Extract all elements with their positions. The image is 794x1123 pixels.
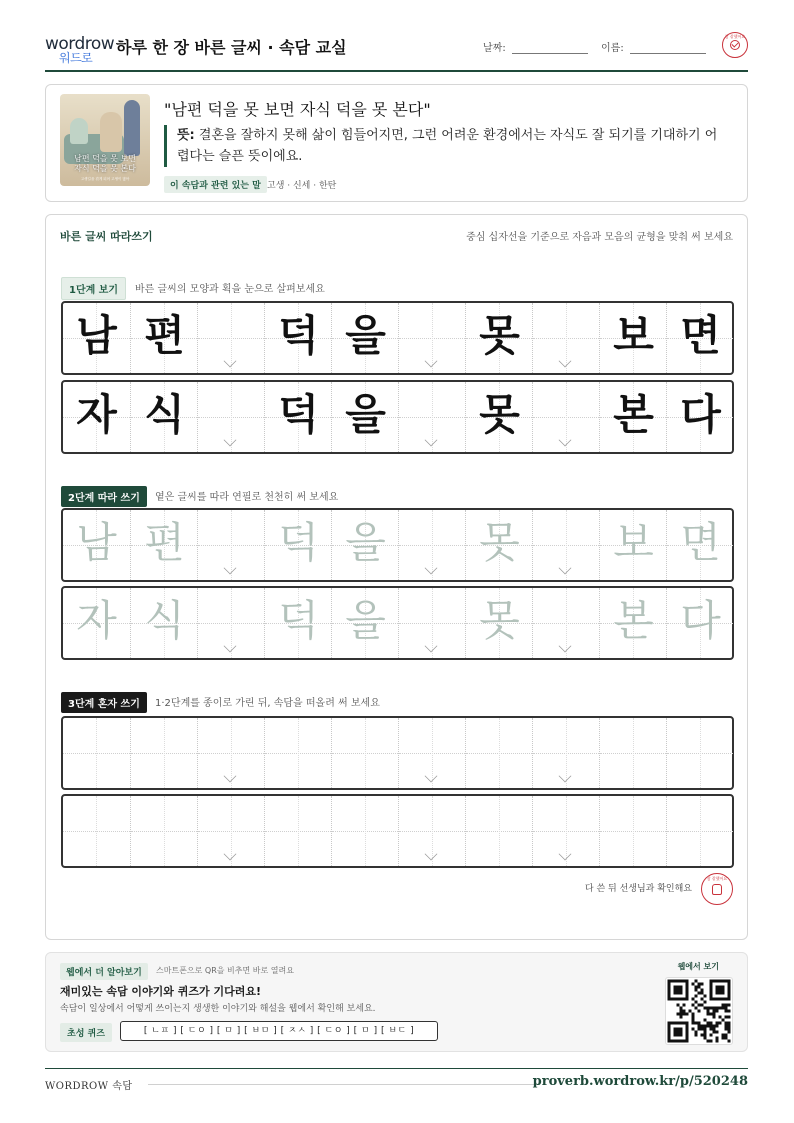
- writing-cell: [331, 303, 398, 373]
- qr-module: [701, 1034, 704, 1037]
- practice-hint: 중심 십자선을 기준으로 자음과 모음의 균형을 맞춰 써 보세요: [466, 232, 733, 243]
- qr-module: [698, 1010, 701, 1013]
- step-3-row-2[interactable]: [61, 794, 734, 868]
- qr-module: [680, 1010, 683, 1013]
- web-desc: 속담이 일상에서 어떻게 쓰이는지 생생한 이야기와 해설을 웹에서 확인해 보세요.: [60, 1004, 376, 1014]
- qr-module: [701, 1028, 704, 1031]
- qr-module: [704, 1028, 707, 1031]
- qr-module: [692, 1019, 695, 1022]
- guide-line-vertical: [96, 718, 97, 788]
- qr-module: [677, 1013, 680, 1016]
- child-figure: [70, 118, 88, 144]
- date-input-line[interactable]: [512, 53, 588, 54]
- qr-module: [716, 1022, 719, 1025]
- spacing-chevron-icon: [425, 355, 438, 368]
- web-hint: 스마트폰으로 QR을 비추면 바로 열려요: [156, 966, 294, 975]
- web-title: 재미있는 속담 이야기와 퀴즈가 기다려요!: [60, 985, 261, 998]
- qr-module: [716, 1010, 719, 1013]
- qr-module: [683, 1013, 686, 1016]
- qr-module: [722, 1034, 725, 1037]
- qr-module: [701, 998, 704, 1001]
- web-info-box: [45, 952, 748, 1052]
- qr-module: [701, 989, 704, 992]
- writing-cell[interactable]: [599, 588, 666, 658]
- guide-line-vertical: [96, 796, 97, 866]
- spacing-chevron-icon: [559, 562, 572, 575]
- step-3-row-1[interactable]: [61, 716, 734, 790]
- writing-cell[interactable]: [130, 510, 197, 580]
- guide-line-vertical: [365, 796, 366, 866]
- writing-cell[interactable]: [532, 718, 599, 788]
- writing-cell[interactable]: [599, 796, 666, 866]
- qr-module: [692, 1013, 695, 1016]
- writing-cell[interactable]: [264, 588, 331, 658]
- qr-module: [719, 1016, 722, 1019]
- writing-cell[interactable]: [197, 796, 264, 866]
- related-words: 고생 · 신세 · 한탄: [267, 181, 337, 191]
- qr-module: [698, 986, 701, 989]
- qr-module: [713, 1010, 716, 1013]
- father-figure: [124, 100, 140, 156]
- qr-finder: [674, 986, 683, 995]
- practice-character: 편: [144, 311, 185, 360]
- writing-cell[interactable]: [599, 510, 666, 580]
- qr-module: [704, 1025, 707, 1028]
- qr-module: [719, 1022, 722, 1025]
- writing-cell: [398, 382, 465, 452]
- qr-module: [695, 1022, 698, 1025]
- practice-character: 남: [76, 311, 117, 360]
- qr-module: [695, 1031, 698, 1034]
- meaning-text: 결혼을 잘하지 못해 삶이 힘들어지면, 그런 어려운 환경에서는 자식도 잘 되기를 기대하기 어렵다는 슬픈 뜻이에요.: [177, 128, 718, 164]
- qr-module: [728, 1040, 731, 1043]
- qr-module: [725, 1004, 728, 1007]
- qr-module: [725, 1034, 728, 1037]
- qr-finder: [716, 986, 725, 995]
- writing-cell: [197, 382, 264, 452]
- spacing-chevron-icon: [425, 562, 438, 575]
- step-1-badge: 1단계 보기: [61, 277, 126, 300]
- writing-cell[interactable]: [197, 588, 264, 658]
- qr-module: [698, 1022, 701, 1025]
- logo-sub-text: 워드로: [59, 51, 93, 65]
- qr-module: [698, 983, 701, 986]
- praise-stamp-icon: [701, 873, 733, 905]
- qr-module: [713, 1025, 716, 1028]
- qr-module: [680, 1007, 683, 1010]
- guide-line-vertical: [499, 796, 500, 866]
- qr-module: [707, 1025, 710, 1028]
- writing-cell[interactable]: [398, 718, 465, 788]
- qr-module: [728, 1031, 731, 1034]
- qr-module: [701, 1004, 704, 1007]
- writing-cell: [532, 303, 599, 373]
- qr-module: [713, 1028, 716, 1031]
- qr-module: [704, 995, 707, 998]
- check-note: 다 쓴 뒤 선생님과 확인해요: [584, 884, 692, 894]
- qr-module: [707, 1013, 710, 1016]
- footer-divider: [45, 1068, 748, 1069]
- qr-module: [725, 1025, 728, 1028]
- qr-module: [692, 998, 695, 1001]
- writing-cell[interactable]: [63, 588, 130, 658]
- date-label: 날짜:: [483, 43, 506, 54]
- step-1-row-2: [61, 380, 734, 454]
- writing-cell[interactable]: [532, 510, 599, 580]
- spacing-chevron-icon: [224, 434, 237, 447]
- qr-module: [710, 1007, 713, 1010]
- stamp-text: 참 잘했어요: [706, 876, 728, 881]
- practice-character: 다: [680, 390, 721, 439]
- step-1-row-1: [61, 301, 734, 375]
- spacing-chevron-icon: [224, 562, 237, 575]
- guide-line-vertical: [164, 796, 165, 866]
- writing-cell[interactable]: [666, 588, 733, 658]
- qr-module: [695, 980, 698, 983]
- guide-line-vertical: [633, 796, 634, 866]
- practice-character: 다: [680, 596, 721, 645]
- practice-character: 식: [144, 390, 185, 439]
- qr-module: [713, 1031, 716, 1034]
- writing-cell[interactable]: [465, 718, 532, 788]
- writing-cell[interactable]: [666, 510, 733, 580]
- writing-cell[interactable]: [63, 510, 130, 580]
- step-1-desc: 바른 글씨의 모양과 획을 눈으로 살펴보세요: [135, 284, 325, 295]
- footer-brand: WORDROW 속담: [45, 1081, 133, 1092]
- writing-cell: [398, 303, 465, 373]
- spacing-chevron-icon: [559, 355, 572, 368]
- qr-module: [725, 1037, 728, 1040]
- spacing-chevron-icon: [224, 770, 237, 783]
- qr-code-icon[interactable]: [665, 977, 733, 1045]
- qr-module: [707, 1040, 710, 1043]
- practice-character: 면: [680, 311, 721, 360]
- spacing-chevron-icon: [425, 640, 438, 653]
- step-2-row-1[interactable]: [61, 508, 734, 582]
- qr-module: [686, 1013, 689, 1016]
- qr-module: [713, 1013, 716, 1016]
- qr-module: [719, 1007, 722, 1010]
- qr-finder: [674, 1028, 683, 1037]
- spacing-chevron-icon: [559, 848, 572, 861]
- practice-character: 자: [76, 390, 117, 439]
- spacing-chevron-icon: [559, 434, 572, 447]
- qr-module: [704, 1034, 707, 1037]
- practice-character: 자: [76, 596, 117, 645]
- qr-module: [680, 1016, 683, 1019]
- practice-character: 못: [479, 596, 520, 645]
- qr-module: [728, 1022, 731, 1025]
- writing-cell[interactable]: [264, 796, 331, 866]
- writing-cell[interactable]: [331, 510, 398, 580]
- practice-character: 덕: [278, 596, 319, 645]
- writing-cell[interactable]: [465, 510, 532, 580]
- wordrow-logo: [45, 34, 115, 65]
- proverb-quote: "남편 덕을 못 보면 자식 덕을 못 본다": [164, 100, 431, 119]
- spacing-chevron-icon: [224, 640, 237, 653]
- writing-cell[interactable]: [532, 588, 599, 658]
- proverb-illustration: [60, 94, 150, 186]
- qr-module: [722, 1004, 725, 1007]
- qr-module: [710, 1013, 713, 1016]
- qr-module: [710, 1034, 713, 1037]
- meaning-label: 뜻:: [177, 128, 195, 143]
- qr-module: [725, 1028, 728, 1031]
- qr-module: [695, 1001, 698, 1004]
- writing-cell: [130, 303, 197, 373]
- qr-module: [692, 983, 695, 986]
- writing-cell: [197, 303, 264, 373]
- quiz-badge: 초성 퀴즈: [60, 1023, 112, 1042]
- writing-cell: [599, 303, 666, 373]
- qr-module: [677, 1004, 680, 1007]
- step-3-badge: 3단계 혼자 쓰기: [61, 692, 147, 713]
- qr-module: [692, 1022, 695, 1025]
- writing-cell: [465, 382, 532, 452]
- writing-cell[interactable]: [599, 718, 666, 788]
- guide-line-vertical: [700, 796, 701, 866]
- writing-cell: [63, 303, 130, 373]
- footer-url[interactable]: proverb.wordrow.kr/p/520248: [532, 1074, 748, 1089]
- qr-module: [695, 1007, 698, 1010]
- qr-module: [716, 1037, 719, 1040]
- writing-cell: [130, 382, 197, 452]
- qr-module: [692, 1016, 695, 1019]
- qr-module: [695, 986, 698, 989]
- practice-character: 을: [345, 518, 386, 567]
- qr-module: [728, 1028, 731, 1031]
- spacing-chevron-icon: [425, 770, 438, 783]
- writing-cell[interactable]: [197, 510, 264, 580]
- guide-line-vertical: [164, 718, 165, 788]
- practice-character: 식: [144, 596, 185, 645]
- qr-module: [707, 1022, 710, 1025]
- qr-module: [728, 1010, 731, 1013]
- illustration-text: [60, 154, 150, 174]
- writing-cell[interactable]: [331, 796, 398, 866]
- writing-cell[interactable]: [532, 796, 599, 866]
- writing-cell[interactable]: [666, 718, 733, 788]
- name-label: 이름:: [601, 43, 624, 54]
- qr-module: [722, 1037, 725, 1040]
- qr-module: [689, 1010, 692, 1013]
- web-badge: 웹에서 더 알아보기: [60, 963, 148, 980]
- writing-cell: [666, 303, 733, 373]
- qr-module: [704, 1007, 707, 1010]
- praise-seal-icon: [722, 32, 748, 58]
- writing-cell: [599, 382, 666, 452]
- qr-module: [701, 983, 704, 986]
- writing-cell[interactable]: [666, 796, 733, 866]
- spacing-chevron-icon: [425, 848, 438, 861]
- qr-module: [710, 1025, 713, 1028]
- guide-line-vertical: [298, 796, 299, 866]
- qr-module: [725, 1010, 728, 1013]
- practice-character: 덕: [278, 311, 319, 360]
- writing-cell[interactable]: [331, 588, 398, 658]
- practice-character: 을: [345, 596, 386, 645]
- step-3-desc: 1·2단계를 종이로 가린 뒤, 속담을 떠올려 써 보세요: [155, 698, 380, 709]
- qr-module: [728, 1004, 731, 1007]
- writing-cell: [264, 303, 331, 373]
- qr-module: [680, 1013, 683, 1016]
- practice-character: 못: [479, 311, 520, 360]
- footer-rule: [148, 1084, 538, 1085]
- qr-module: [710, 1040, 713, 1043]
- logo-main-text: wordrow: [45, 34, 115, 54]
- spacing-chevron-icon: [559, 640, 572, 653]
- practice-character: 못: [479, 390, 520, 439]
- qr-module: [725, 1022, 728, 1025]
- writing-cell[interactable]: [63, 718, 130, 788]
- practice-character: 덕: [278, 390, 319, 439]
- writing-cell[interactable]: [130, 588, 197, 658]
- qr-module: [704, 1031, 707, 1034]
- writing-cell: [532, 382, 599, 452]
- writing-cell: [666, 382, 733, 452]
- qr-module: [695, 995, 698, 998]
- spacing-chevron-icon: [559, 770, 572, 783]
- practice-character: 을: [345, 311, 386, 360]
- qr-module: [698, 1028, 701, 1031]
- spacing-chevron-icon: [224, 355, 237, 368]
- practice-character: 본: [613, 390, 654, 439]
- qr-module: [716, 1040, 719, 1043]
- writing-cell: [331, 382, 398, 452]
- guide-line-vertical: [700, 718, 701, 788]
- writing-cell[interactable]: [465, 796, 532, 866]
- name-input-line[interactable]: [630, 53, 706, 54]
- practice-character: 을: [345, 390, 386, 439]
- practice-section: [45, 214, 748, 940]
- qr-module: [698, 1004, 701, 1007]
- writing-cell[interactable]: [465, 588, 532, 658]
- illustration-line-1: 남편 덕을 못 보면: [74, 154, 136, 163]
- writing-cell: [465, 303, 532, 373]
- guide-line-vertical: [633, 718, 634, 788]
- practice-character: 편: [144, 518, 185, 567]
- qr-module: [701, 1025, 704, 1028]
- chosung-quiz: [ ㄴㅍ ] [ ㄷㅇ ] [ ㅁ ] [ ㅂㅁ ] [ ㅈㅅ ] [ ㄷㅇ ] [ ㅁ ] [ ㅂㄷ ]: [120, 1021, 438, 1041]
- proverb-card: [45, 84, 748, 202]
- practice-character: 보: [613, 311, 654, 360]
- mother-figure: [100, 112, 122, 152]
- illustration-caption: 고생길을 겪게 되어 고생이 많아: [80, 177, 130, 181]
- practice-character: 본: [613, 596, 654, 645]
- qr-module: [713, 1007, 716, 1010]
- qr-module: [695, 1034, 698, 1037]
- page-title: 하루 한 장 바른 글씨 · 속담 교실: [116, 38, 347, 57]
- practice-title: 바른 글씨 따라쓰기: [60, 230, 153, 243]
- qr-module: [722, 1019, 725, 1022]
- qr-module: [722, 1007, 725, 1010]
- related-words-badge: 이 속담과 관련 있는 말: [164, 176, 267, 193]
- writing-cell[interactable]: [331, 718, 398, 788]
- writing-cell[interactable]: [130, 718, 197, 788]
- writing-cell[interactable]: [398, 588, 465, 658]
- guide-line-vertical: [298, 718, 299, 788]
- writing-cell[interactable]: [130, 796, 197, 866]
- qr-module: [704, 1001, 707, 1004]
- writing-cell[interactable]: [264, 510, 331, 580]
- qr-module: [704, 1037, 707, 1040]
- writing-cell[interactable]: [197, 718, 264, 788]
- qr-module: [713, 1016, 716, 1019]
- qr-module: [716, 1031, 719, 1034]
- spacing-chevron-icon: [224, 848, 237, 861]
- page-header: [45, 30, 748, 72]
- writing-cell[interactable]: [264, 718, 331, 788]
- guide-line-vertical: [499, 718, 500, 788]
- qr-module: [728, 1025, 731, 1028]
- practice-character: 덕: [278, 518, 319, 567]
- qr-module: [695, 989, 698, 992]
- qr-module: [698, 992, 701, 995]
- qr-module: [704, 1019, 707, 1022]
- qr-module: [728, 1016, 731, 1019]
- qr-module: [701, 992, 704, 995]
- qr-module: [710, 1028, 713, 1031]
- qr-module: [710, 1022, 713, 1025]
- thumbs-up-icon: [712, 884, 722, 895]
- step-2-desc: 옅은 글씨를 따라 연필로 천천히 써 보세요: [155, 492, 339, 503]
- practice-character: 못: [479, 518, 520, 567]
- qr-module: [716, 1007, 719, 1010]
- qr-module: [683, 1004, 686, 1007]
- qr-module: [692, 1028, 695, 1031]
- guide-line-vertical: [365, 718, 366, 788]
- qr-module: [725, 1007, 728, 1010]
- step-2-badge: 2단계 따라 쓰기: [61, 486, 147, 507]
- qr-module: [683, 1010, 686, 1013]
- writing-cell[interactable]: [398, 510, 465, 580]
- qr-module: [725, 1016, 728, 1019]
- proverb-meaning: [164, 125, 724, 167]
- spacing-chevron-icon: [425, 434, 438, 447]
- practice-character: 남: [76, 518, 117, 567]
- writing-cell[interactable]: [63, 796, 130, 866]
- qr-module: [692, 1004, 695, 1007]
- illustration-line-2: 자식 덕을 못 본다: [74, 164, 136, 173]
- writing-cell[interactable]: [398, 796, 465, 866]
- practice-character: 보: [613, 518, 654, 567]
- qr-module: [716, 1025, 719, 1028]
- writing-cell: [63, 382, 130, 452]
- seal-text: 참 잘했어요: [724, 34, 746, 39]
- qr-label: 웹에서 보기: [677, 962, 719, 971]
- writing-cell: [264, 382, 331, 452]
- step-2-row-2[interactable]: [61, 586, 734, 660]
- qr-code-graphic: [666, 978, 732, 1044]
- practice-character: 면: [680, 518, 721, 567]
- qr-module: [698, 1025, 701, 1028]
- qr-module: [707, 1010, 710, 1013]
- qr-module: [707, 1007, 710, 1010]
